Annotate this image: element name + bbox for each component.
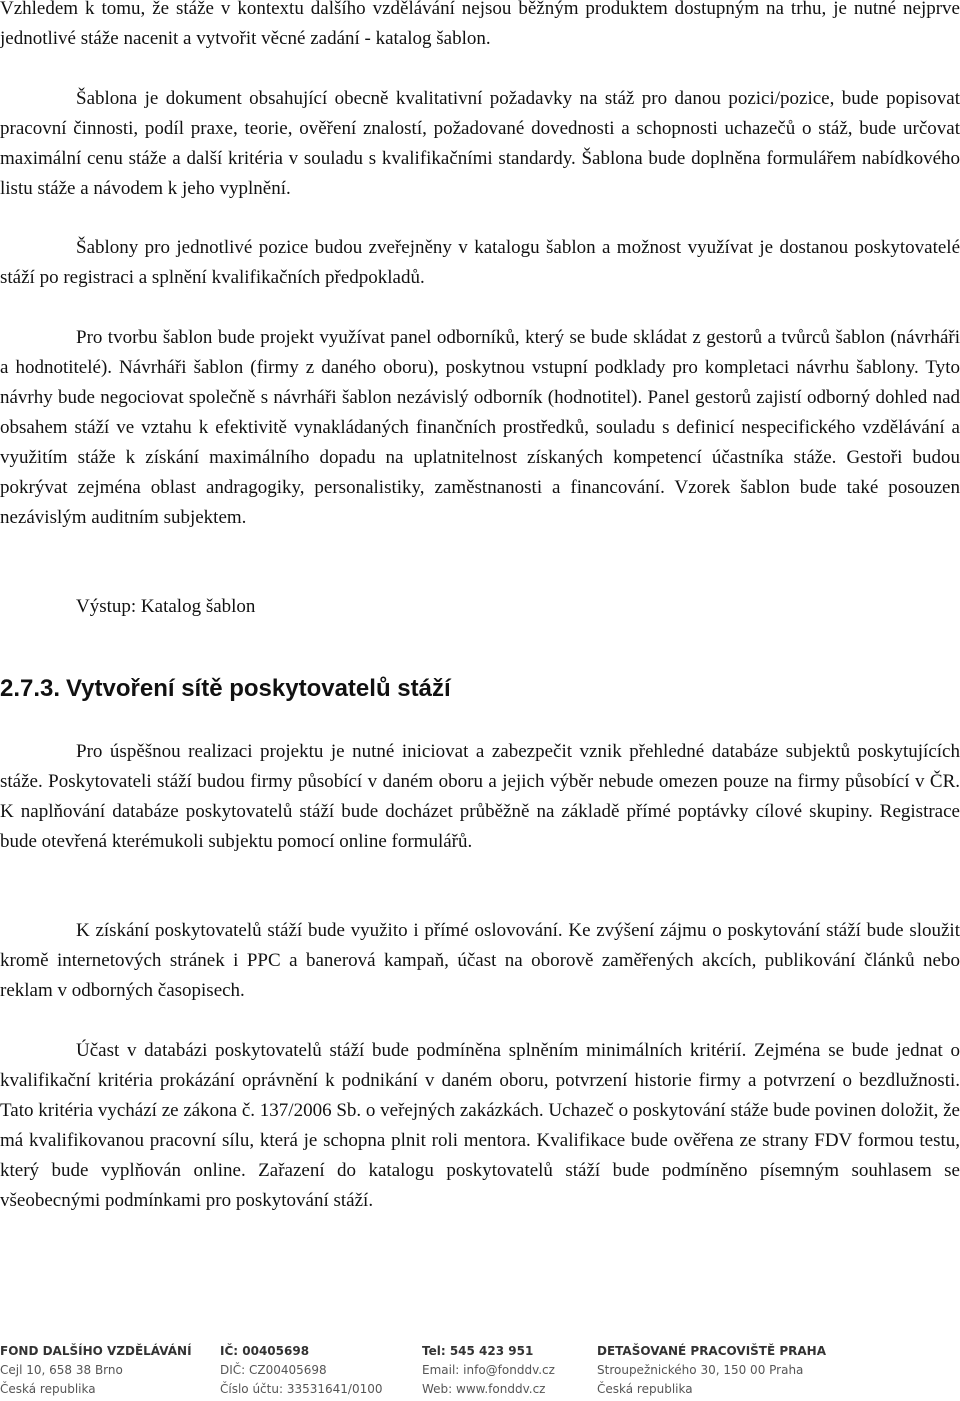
footer-phone: Tel: 545 423 951 xyxy=(422,1344,534,1358)
paragraph-provider-outreach: K získání poskytovatelů stáží bude využito i přímé oslovování. Ke zvýšení zájmu o poskytování stáží bude sloužit kromě internetových stránek i PPC a banerová kampaň, účast na oborově zaměřených akcích, publikování článků nebo reklam v odborných časopisech. xyxy=(0,920,960,1001)
footer-branch-name: DETAŠOVANÉ PRACOVIŠTĚ PRAHA xyxy=(597,1344,827,1358)
footer-ids xyxy=(220,1342,383,1399)
footer-org-name: FOND DALŠÍHO VZDĚLÁVÁNÍ xyxy=(0,1344,192,1358)
footer-organization xyxy=(0,1342,192,1399)
footer-org-country: Česká republika xyxy=(0,1382,96,1396)
section-heading xyxy=(0,672,451,706)
page-footer xyxy=(0,1342,960,1401)
paragraph-template-definition: Šablona je dokument obsahující obecně kvalitativní požadavky na stáž pro danou pozici/pozice, bude popisovat pracovní činnosti, podíl praxe, teorie, ověření znalostí, požadované dovednosti a schopnosti uchazečů o stáž, bude určovat maximální cenu stáže a další kritéria v souladu s kvalifikačními standardy. Šablona bude doplněna formulářem nabídkového listu stáže a návodem k jeho vyplnění. xyxy=(0,88,960,199)
footer-account: Číslo účtu: 33531641/0100 xyxy=(220,1382,383,1396)
paragraph-intro: Vzhledem k tomu, že stáže v kontextu dalšího vzdělávání nejsou běžným produktem dostupným na trhu, je nutné nejprve jednotlivé stáže nacenit a vytvořit věcné zadání - katalog šablon. xyxy=(0,0,960,49)
paragraph-provider-database: Pro úspěšnou realizaci projektu je nutné iniciovat a zabezpečit vznik přehledné databáze subjektů poskytujících stáže. Poskytovateli stáží budou firmy působící v daném oboru a jejich výběr nebude omezen pouze na firmy působící v ČR. K naplňování databáze poskytovatelů stáží bude docházet průběžně na základě přímé poptávky cílové skupiny. Registrace bude otevřená kterémukoli subjektu pomocí online formulářů. xyxy=(0,741,960,852)
footer-web: Web: www.fonddv.cz xyxy=(422,1382,546,1396)
footer-contact xyxy=(422,1342,555,1399)
footer-email: Email: info@fonddv.cz xyxy=(422,1363,555,1377)
footer-branch-address: Stroupežnického 30, 150 00 Praha xyxy=(597,1363,804,1377)
footer-org-address: Cejl 10, 658 38 Brno xyxy=(0,1363,123,1377)
section-number: 2.7.3. xyxy=(0,675,61,702)
paragraph-template-publication: Šablony pro jednotlivé pozice budou zveřejněny v katalogu šablon a možnost využívat je dostanou poskytovatelé stáží po registraci a splnění kvalifikačních předpokladů. xyxy=(0,237,960,288)
footer-branch-country: Česká republika xyxy=(597,1382,693,1396)
footer-dic: DIČ: CZ00405698 xyxy=(220,1363,327,1377)
paragraph-output: Výstup: Katalog šablon xyxy=(76,596,256,617)
paragraph-provider-criteria: Účast v databázi poskytovatelů stáží bude podmíněna splněním minimálních kritérií. Zejména se bude jednat o kvalifikační kritéria prokázání oprávnění k podnikání v daném oboru, potvrzení historie firmy a potvrzení o bezdlužnosti. Tato kritéria vychází ze zákona č. 137/2006 Sb. o veřejných zakázkách. Uchazeč o poskytování stáže bude povinen doložit, že má kvalifikovanou pracovní sílu, která je schopna plnit roli mentora. Kvalifikace bude ověřena ze strany FDV formou testu, který bude vyplňován online. Zařazení do katalogu poskytovatelů stáží bude podmíněno písemným souhlasem se všeobecnými podmínkami pro poskytování stáží. xyxy=(0,1040,960,1211)
footer-ico: IČ: 00405698 xyxy=(220,1344,310,1358)
paragraph-expert-panel: Pro tvorbu šablon bude projekt využívat panel odborníků, který se bude skládat z gestorů a tvůrců šablon (návrháři a hodnotitelé). Návrháři šablon (firmy z daného oboru), poskytnou vstupní podklady pro kompletaci návrhu šablony. Tyto návrhy bude negociovat společně s návrháři šablon nezávislý odborník (hodnotitel). Panel gestorů zajistí odborný dohled nad obsahem stáží ve vztahu k efektivitě vynakládaných finančních prostředků, souladu s definicí nespecifického vzdělávání a využitím stáže k získání maximálního dopadu na uplatnitelnost získaných kompetencí účastníka stáže. Gestoři budou pokrývat zejména oblast andragogiky, personalistiky, zaměstnanosti a financování. Vzorek šablon bude také posouzen nezávislým auditním subjektem. xyxy=(0,327,960,528)
footer-branch xyxy=(597,1342,826,1399)
section-title: Vytvoření sítě poskytovatelů stáží xyxy=(66,675,451,702)
